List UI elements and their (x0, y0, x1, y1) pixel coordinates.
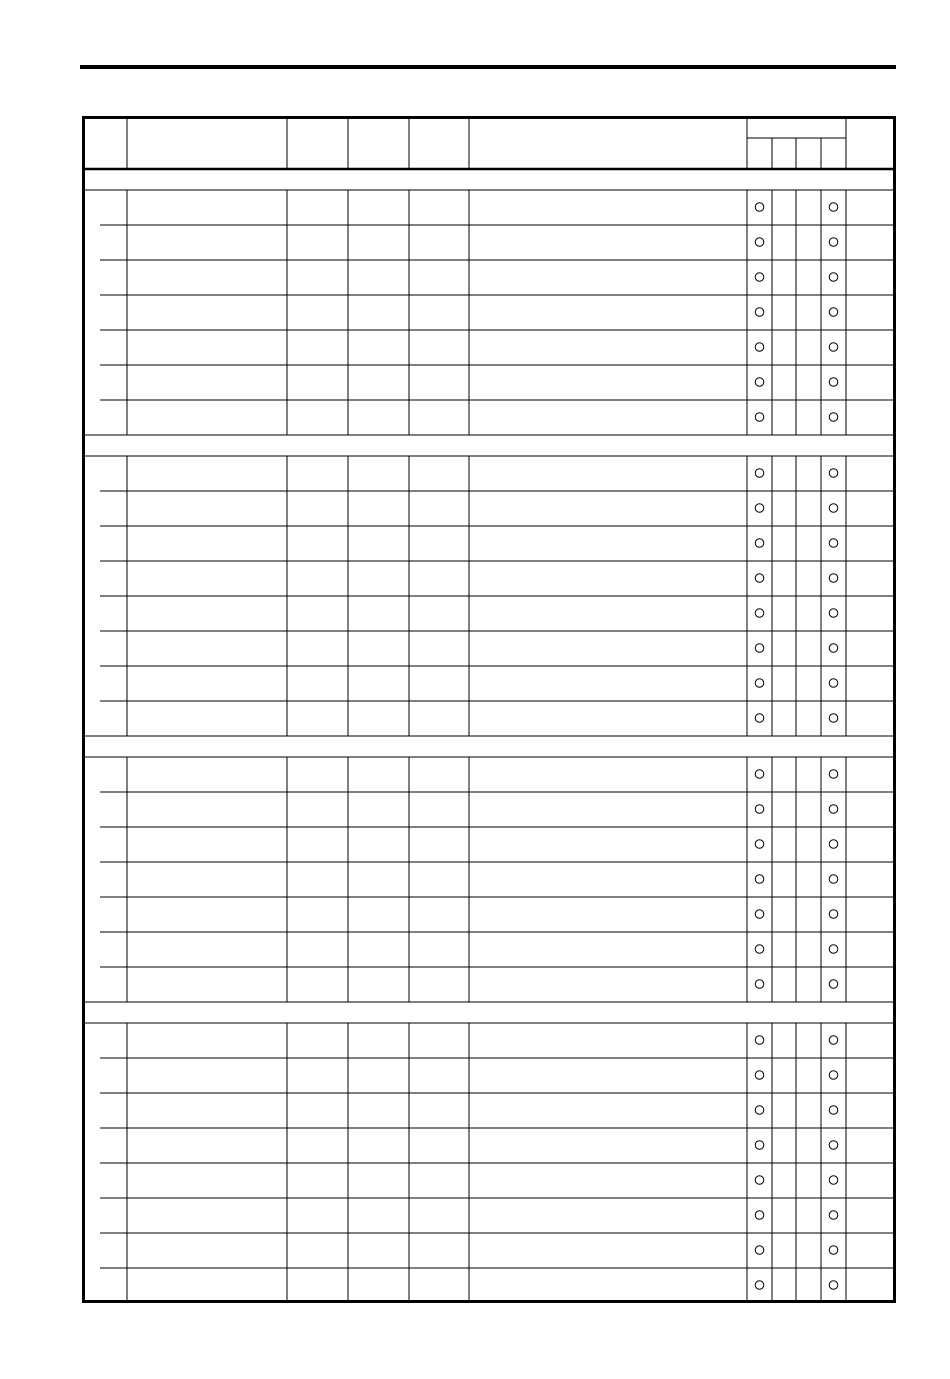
mark-circle-icon (755, 238, 764, 247)
mark-circle-icon (755, 644, 764, 653)
mark-circle-icon (755, 1246, 764, 1255)
mark-circle-icon (829, 644, 838, 653)
mark-circle-icon (829, 343, 838, 352)
mark-circle-icon (829, 308, 838, 317)
mark-circle-icon (755, 1141, 764, 1150)
mark-circle-icon (829, 1211, 838, 1220)
mark-circle-icon (755, 805, 764, 814)
mark-circle-icon (829, 1071, 838, 1080)
mark-circle-icon (755, 840, 764, 849)
mark-circle-icon (829, 1141, 838, 1150)
mark-circle-icon (755, 714, 764, 723)
mark-circle-icon (829, 238, 838, 247)
mark-circle-icon (829, 1106, 838, 1115)
mark-circle-icon (755, 469, 764, 478)
mark-circle-icon (829, 413, 838, 422)
mark-circle-icon (829, 1036, 838, 1045)
mark-circle-icon (755, 539, 764, 548)
mark-circle-icon (829, 980, 838, 989)
mark-circle-icon (829, 1176, 838, 1185)
mark-circle-icon (755, 1036, 764, 1045)
mark-circle-icon (755, 1176, 764, 1185)
mark-circle-icon (755, 343, 764, 352)
mark-circle-icon (755, 609, 764, 618)
mark-circle-icon (829, 539, 838, 548)
mark-circle-icon (829, 679, 838, 688)
mark-circle-icon (829, 273, 838, 282)
mark-circle-icon (755, 1071, 764, 1080)
mark-circle-icon (829, 504, 838, 513)
mark-circle-icon (829, 770, 838, 779)
mark-circle-icon (755, 574, 764, 583)
mark-circle-icon (829, 469, 838, 478)
form-table (82, 116, 896, 1303)
mark-circle-icon (829, 875, 838, 884)
mark-circle-icon (755, 273, 764, 282)
mark-circle-icon (829, 840, 838, 849)
mark-circle-icon (829, 945, 838, 954)
top-rule (80, 65, 896, 69)
mark-circle-icon (755, 875, 764, 884)
mark-circle-icon (829, 609, 838, 618)
mark-circle-icon (755, 1106, 764, 1115)
mark-circle-icon (829, 910, 838, 919)
mark-circle-icon (755, 413, 764, 422)
mark-circle-icon (755, 504, 764, 513)
mark-circle-icon (829, 203, 838, 212)
mark-circle-icon (755, 679, 764, 688)
mark-circle-icon (829, 1281, 838, 1290)
mark-circle-icon (829, 378, 838, 387)
mark-circle-icon (755, 378, 764, 387)
mark-circle-icon (755, 980, 764, 989)
mark-circle-icon (755, 1211, 764, 1220)
mark-circle-icon (755, 1281, 764, 1290)
mark-circle-icon (755, 945, 764, 954)
mark-circle-icon (755, 203, 764, 212)
mark-circle-icon (829, 1246, 838, 1255)
mark-circle-icon (755, 308, 764, 317)
mark-circle-icon (755, 910, 764, 919)
table-grid (82, 116, 896, 1303)
mark-circle-icon (755, 770, 764, 779)
mark-circle-icon (829, 574, 838, 583)
mark-circle-icon (829, 805, 838, 814)
mark-circle-icon (829, 714, 838, 723)
